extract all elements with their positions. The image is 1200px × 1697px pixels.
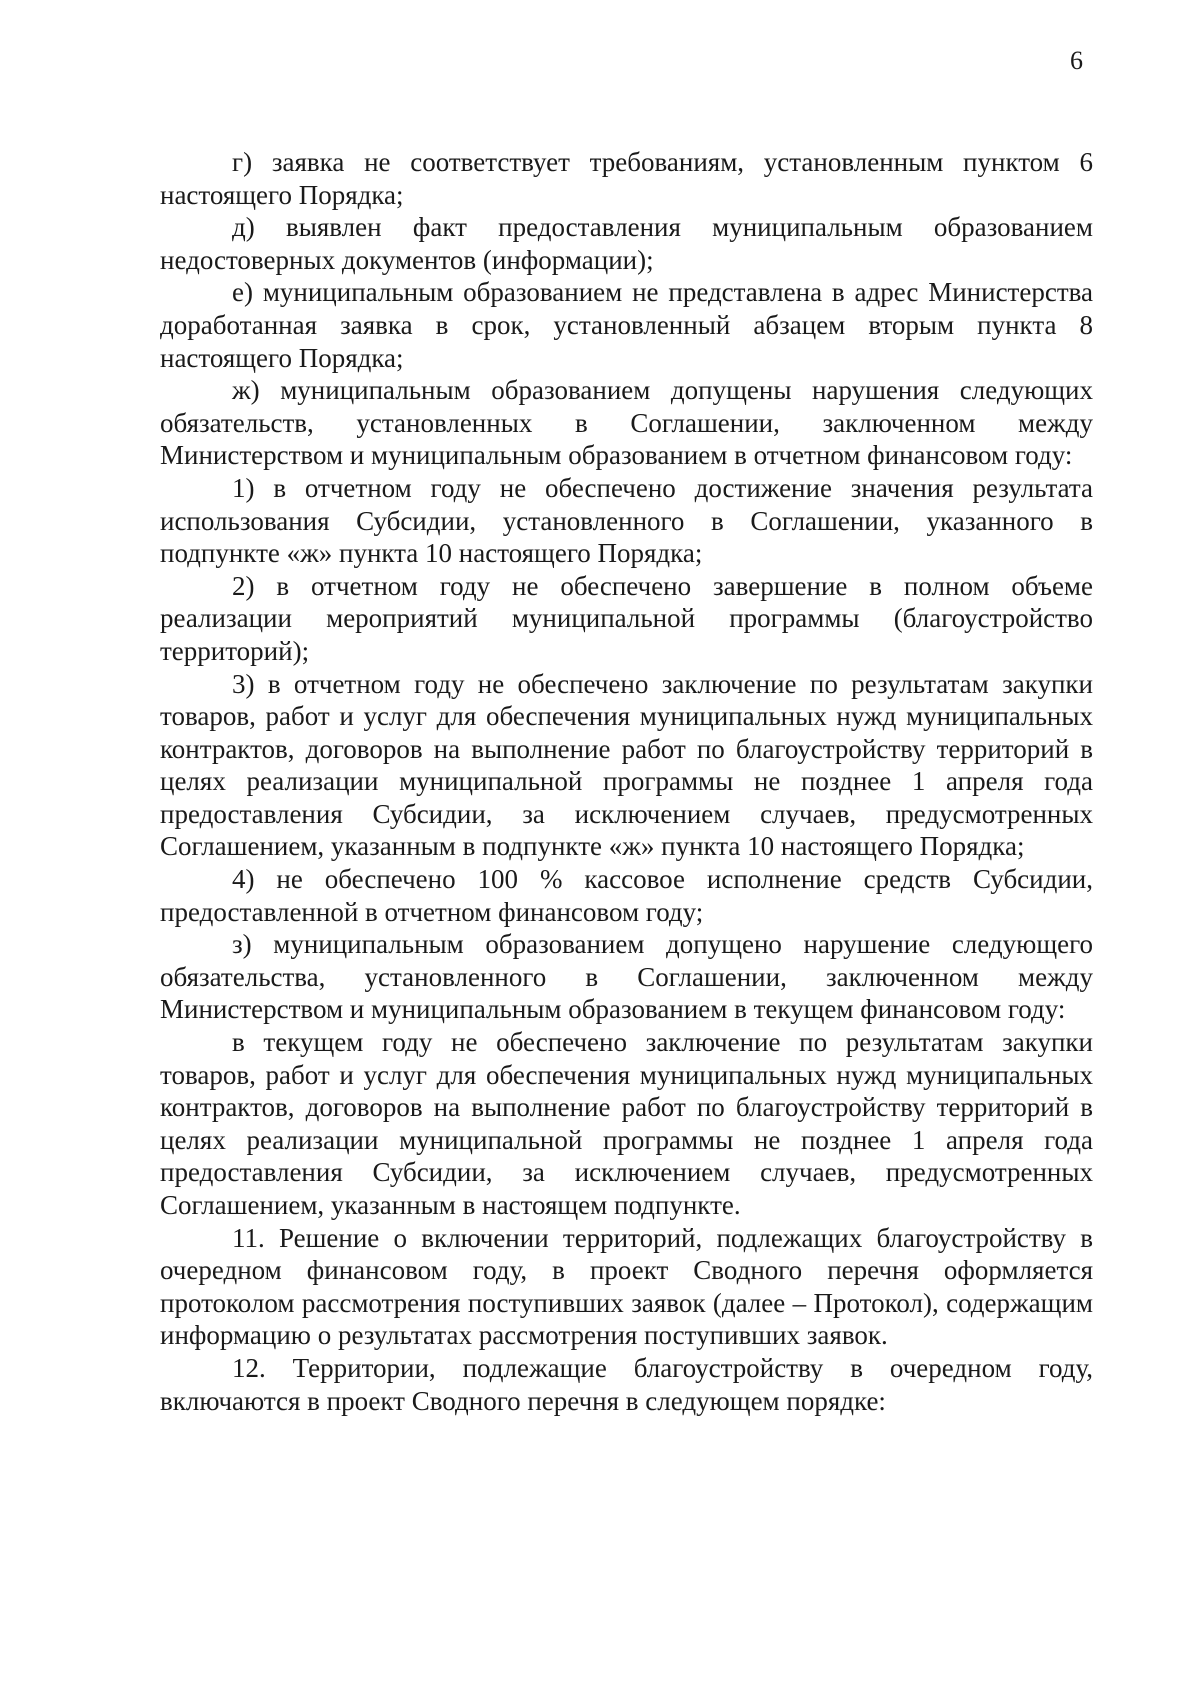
subparagraph-1: 1) в отчетном году не обеспечено достижение значения результата использования Субсидии, установленного в Соглашении, указанного в подпункте «ж» пункта 10 настоящего Порядка; xyxy=(160,472,1093,569)
subparagraph-3: 3) в отчетном году не обеспечено заключение по результатам закупки товаров, работ и услуг для обеспечения муниципальных нужд муниципальных контрактов, договоров на выполнение работ по благоустройству территорий в целях реализации муниципальной программы не позднее 1 апреля года предоставления Субсидии, за исключением случаев, предусмотренных Соглашением, указанным в подпункте «ж» пункта 10 настоящего Порядка; xyxy=(160,668,1093,862)
clause-12: 12. Территории, подлежащие благоустройству в очередном году, включаются в проект Сводного перечня в следующем порядке: xyxy=(160,1352,1093,1416)
paragraph-g: г) заявка не соответствует требованиям, установленным пунктом 6 настоящего Порядка; xyxy=(160,147,1093,210)
subparagraph-4: 4) не обеспечено 100 % кассовое исполнение средств Субсидии, предоставленной в отчетном финансовом году; xyxy=(160,864,1093,927)
document-body xyxy=(160,146,1093,1417)
page-number: 6 xyxy=(1070,46,1083,75)
paragraph-zh: ж) муниципальным образованием допущены нарушения следующих обязательств, установленных в Соглашении, заключенном между Министерством и муниципальным образованием в отчетном финансовом году: xyxy=(160,375,1093,471)
subparagraph-2: 2) в отчетном году не обеспечено завершение в полном объеме реализации мероприятий муниципальной программы (благоустройство территорий); xyxy=(160,570,1093,666)
paragraph-z-text: в текущем году не обеспечено заключение по результатам закупки товаров, работ и услуг для обеспечения муниципальных нужд муниципальных контрактов, договоров на выполнение работ по благоустройству территорий в целях реализации муниципальной программы не позднее 1 апреля года предоставления Субсидии, за исключением случаев, предусмотренных Соглашением, указанным в настоящем подпункте. xyxy=(160,1027,1093,1220)
paragraph-z: з) муниципальным образованием допущено нарушение следующего обязательства, установленного в Соглашении, заключенном между Министерством и муниципальным образованием в текущем финансовом году: xyxy=(160,929,1093,1025)
clause-11: 11. Решение о включении территорий, подлежащих благоустройству в очередном финансовом году, в проект Сводного перечня оформляется протоколом рассмотрения поступивших заявок (далее – Протокол), содержащим информацию о результатах рассмотрения поступивших заявок. xyxy=(160,1222,1093,1351)
paragraph-e: е) муниципальным образованием не представлена в адрес Министерства доработанная заявка в срок, установленный абзацем вторым пункта 8 настоящего Порядка; xyxy=(160,277,1093,373)
paragraph-d: д) выявлен факт предоставления муниципальным образованием недостоверных документов (информации); xyxy=(160,212,1093,275)
